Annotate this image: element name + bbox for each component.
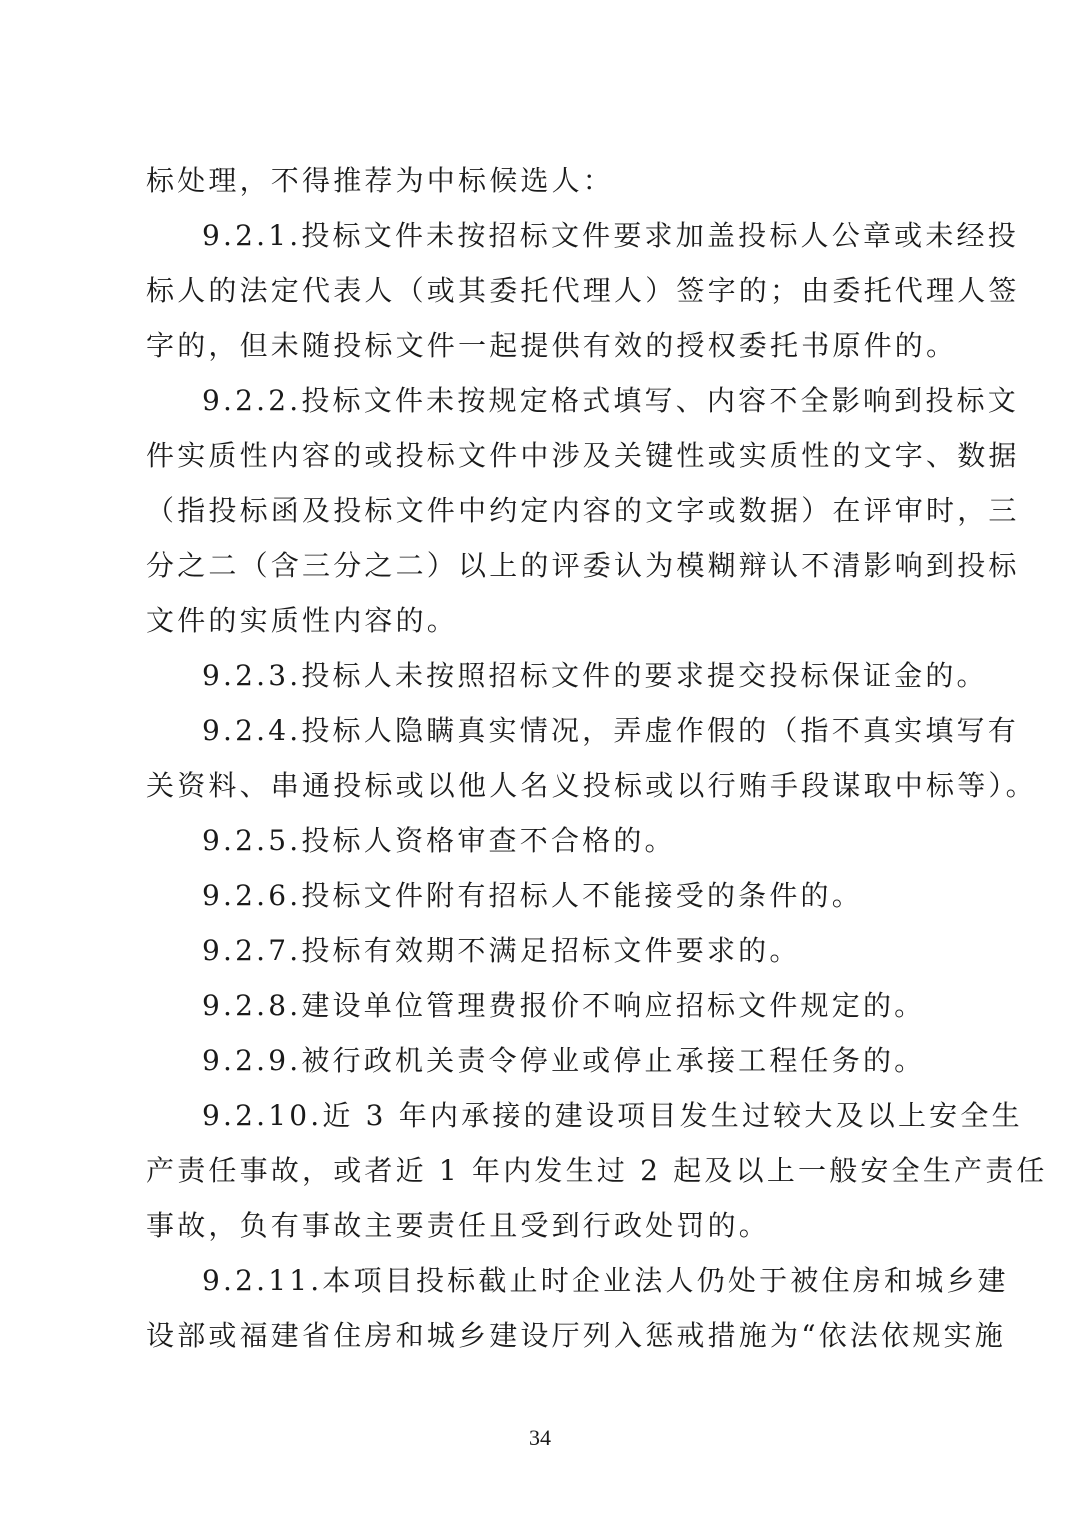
text-line: 件实质性内容的或投标文件中涉及关键性或实质性的文字、数据 xyxy=(146,439,1020,472)
text-line: 9.2.11.本项目投标截止时企业法人仍处于被住房和城乡建 xyxy=(202,1264,1009,1297)
text-line: 标人的法定代表人（或其委托代理人）签字的；由委托代理人签 xyxy=(146,274,1020,307)
text-line: 9.2.4.投标人隐瞒真实情况，弄虚作假的（指不真实填写有 xyxy=(202,714,1019,747)
text-line: 标处理，不得推荐为中标候选人： xyxy=(146,164,615,197)
text-line: 9.2.6.投标文件附有招标人不能接受的条件的。 xyxy=(202,879,863,912)
text-line: 设部或福建省住房和城乡建设厅列入惩戒措施为“依法依规实施 xyxy=(146,1319,1006,1352)
text-line: 9.2.8.建设单位管理费报价不响应招标文件规定的。 xyxy=(202,989,926,1022)
page-number: 34 xyxy=(529,1425,551,1450)
text-line: 9.2.2.投标文件未按规定格式填写、内容不全影响到投标文 xyxy=(202,384,1019,417)
text-line: 9.2.9.被行政机关责令停业或停止承接工程任务的。 xyxy=(202,1044,926,1077)
text-line: 文件的实质性内容的。 xyxy=(146,604,459,637)
text-line: 9.2.5.投标人资格审查不合格的。 xyxy=(202,824,676,857)
text-line: 字的，但未随投标文件一起提供有效的授权委托书原件的。 xyxy=(146,329,958,362)
text-line: 事故，负有事故主要责任且受到行政处罚的。 xyxy=(146,1209,771,1242)
text-line: 9.2.3.投标人未按照招标文件的要求提交投标保证金的。 xyxy=(202,659,988,692)
text-line: 9.2.7.投标有效期不满足招标文件要求的。 xyxy=(202,934,801,967)
text-line: 产责任事故，或者近 1 年内发生过 2 起及以上一般安全生产责任 xyxy=(146,1154,1048,1187)
text-line: （指投标函及投标文件中约定内容的文字或数据）在评审时，三 xyxy=(146,494,1020,527)
text-line: 关资料、串通投标或以他人名义投标或以行贿手段谋取中标等）。 xyxy=(146,769,1037,802)
text-line: 9.2.10.近 3 年内承接的建设项目发生过较大及以上安全生 xyxy=(202,1099,1023,1132)
text-line: 9.2.1.投标文件未按招标文件要求加盖投标人公章或未经投 xyxy=(202,219,1019,252)
text-line: 分之二（含三分之二）以上的评委认为模糊辩认不清影响到投标 xyxy=(146,549,1020,582)
